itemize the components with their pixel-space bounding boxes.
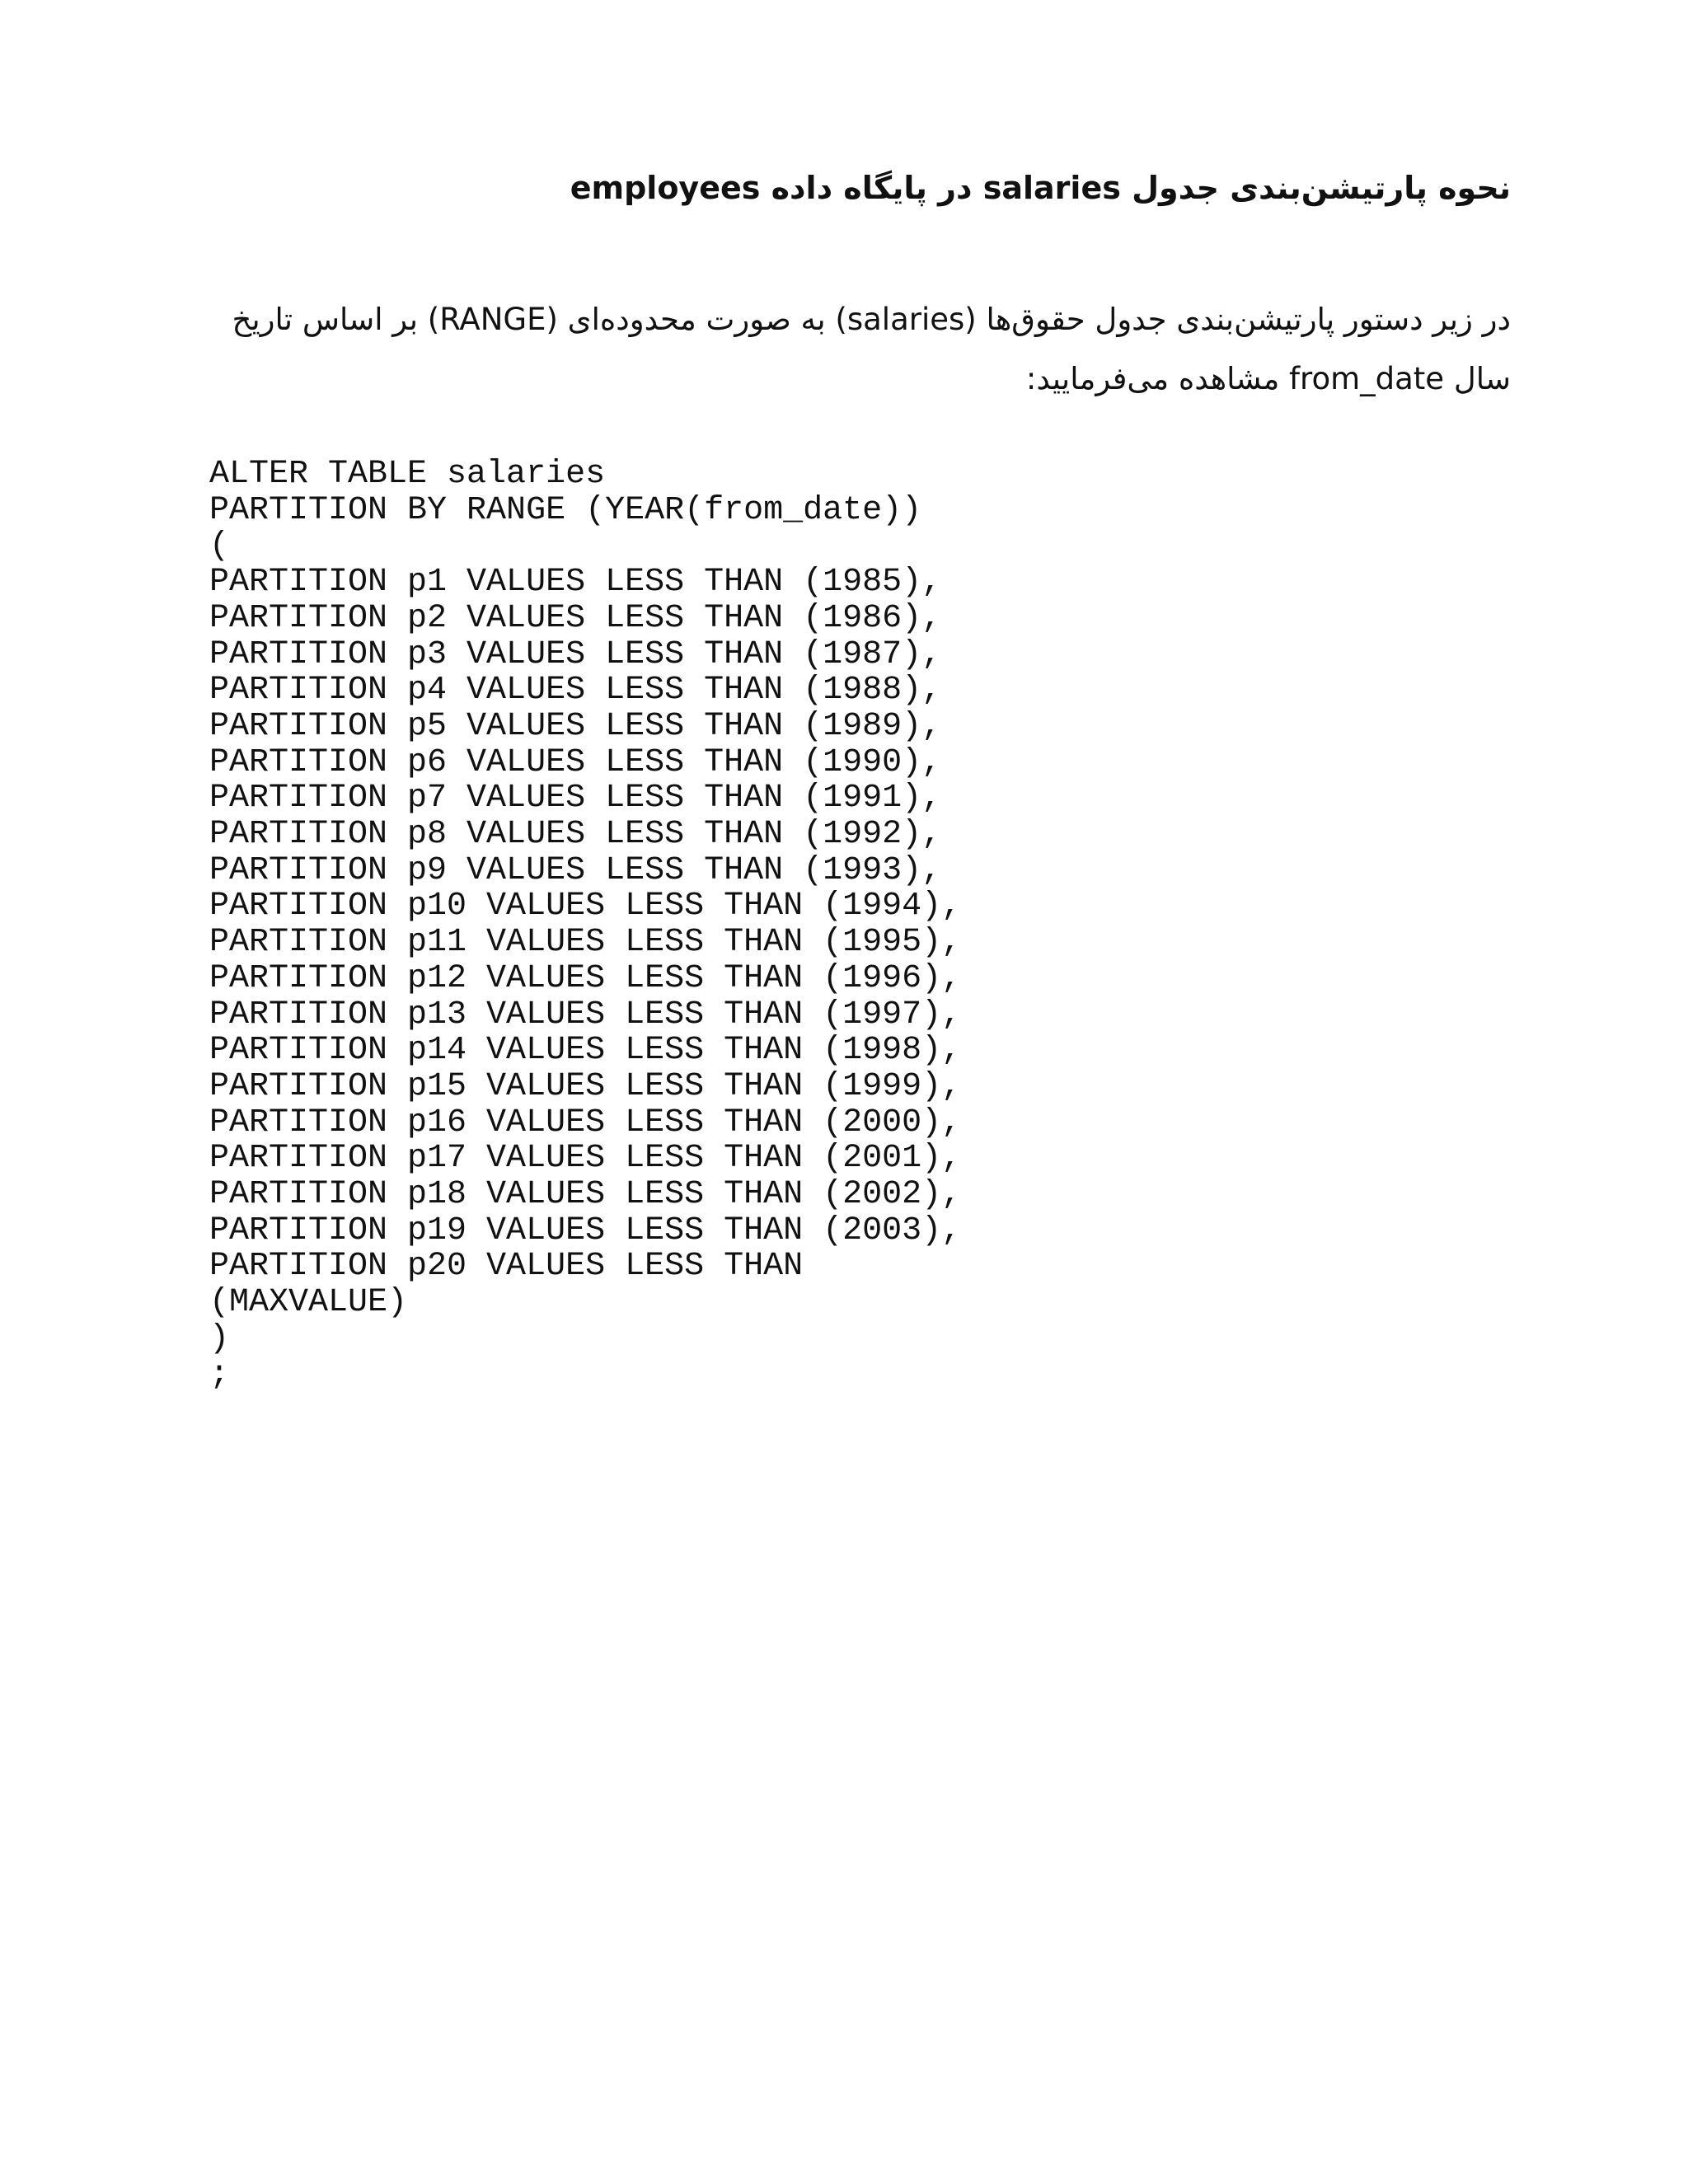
code-line: (MAXVALUE): [209, 1284, 408, 1322]
code-line: PARTITION p19 VALUES LESS THAN (2003),: [209, 1212, 962, 1249]
sql-code-block: [209, 457, 961, 1393]
code-line: PARTITION p6 VALUES LESS THAN (1990),: [209, 743, 942, 781]
code-line: ALTER TABLE salaries: [209, 456, 606, 493]
intro-line: سال from_date مشاهده می‌فرمایید:: [1025, 361, 1511, 396]
code-line: PARTITION p2 VALUES LESS THAN (1986),: [209, 599, 942, 637]
document-heading: نحوه پارتیشن‌بندی جدول salaries در پایگاه داده employees: [570, 170, 1511, 206]
code-line: PARTITION p16 VALUES LESS THAN (2000),: [209, 1104, 962, 1141]
code-line: PARTITION p4 VALUES LESS THAN (1988),: [209, 672, 942, 710]
code-line: PARTITION p12 VALUES LESS THAN (1996),: [209, 959, 962, 997]
code-line: PARTITION p10 VALUES LESS THAN (1994),: [209, 888, 962, 926]
code-line: PARTITION p14 VALUES LESS THAN (1998),: [209, 1032, 962, 1070]
code-line: PARTITION p1 VALUES LESS THAN (1985),: [209, 564, 942, 602]
code-line: ): [209, 1319, 230, 1357]
intro-paragraph: [176, 290, 1511, 409]
code-line: PARTITION p7 VALUES LESS THAN (1991),: [209, 780, 942, 818]
code-line: PARTITION p3 VALUES LESS THAN (1987),: [209, 635, 942, 673]
code-line: PARTITION p17 VALUES LESS THAN (2001),: [209, 1140, 962, 1178]
code-line: PARTITION p9 VALUES LESS THAN (1993),: [209, 851, 942, 889]
code-line: PARTITION p11 VALUES LESS THAN (1995),: [209, 924, 962, 962]
code-line: PARTITION p20 VALUES LESS THAN: [209, 1248, 804, 1286]
code-line: ;: [209, 1356, 230, 1394]
code-line: PARTITION p5 VALUES LESS THAN (1989),: [209, 707, 942, 745]
code-line: (: [209, 527, 230, 565]
code-line: PARTITION p18 VALUES LESS THAN (2002),: [209, 1176, 962, 1214]
code-line: PARTITION BY RANGE (YEAR(from_date)): [209, 491, 922, 529]
code-line: PARTITION p15 VALUES LESS THAN (1999),: [209, 1067, 962, 1105]
code-line: PARTITION p13 VALUES LESS THAN (1997),: [209, 996, 962, 1033]
intro-line: در زیر دستور پارتیشن‌بندی جدول حقوق‌ها (salaries) به صورت محدوده‌ای (RANGE) بر اساس تاریخ: [232, 302, 1511, 337]
code-line: PARTITION p8 VALUES LESS THAN (1992),: [209, 816, 942, 854]
